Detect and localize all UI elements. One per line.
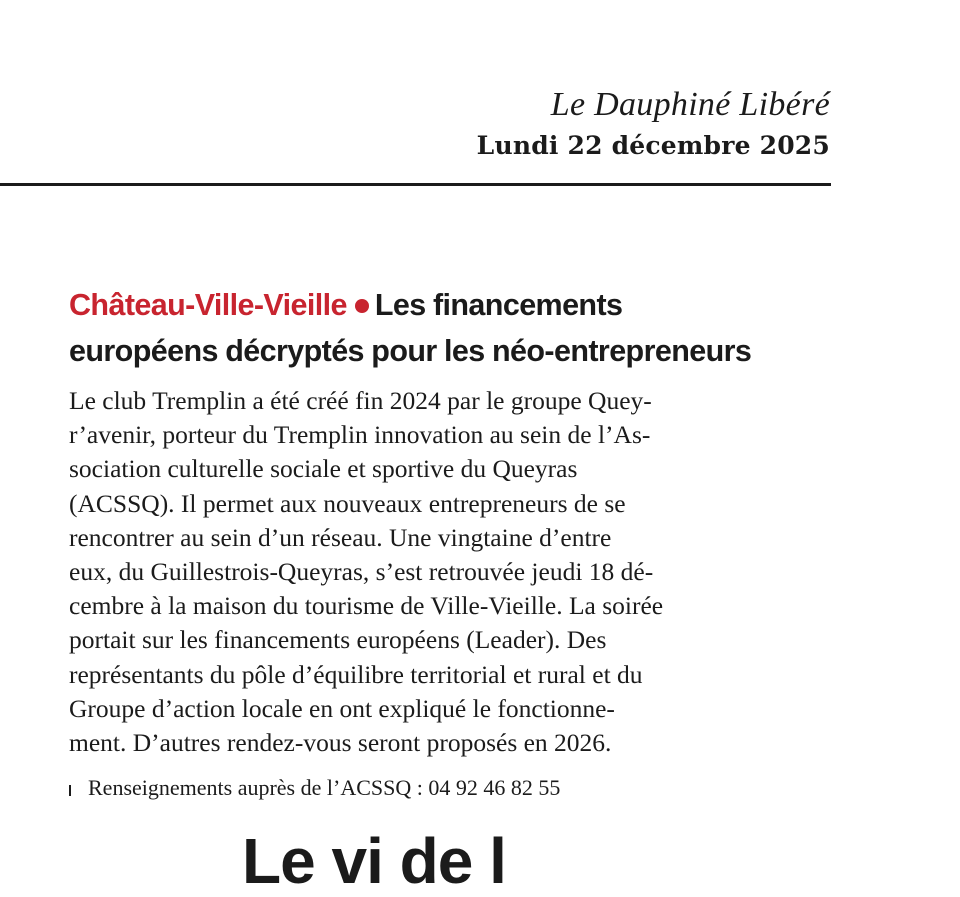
body-line: Le club Tremplin a été créé fin 2024 par le groupe Quey- <box>69 386 652 415</box>
headline-text-line2: européens décryptés pour les néo-entrepreneurs <box>69 334 752 368</box>
article-location: Château-Ville-Vieille <box>69 288 347 322</box>
header-divider <box>0 183 831 186</box>
body-line: ment. D’autres rendez-vous seront proposés en 2026. <box>69 728 612 758</box>
article-body <box>69 384 839 760</box>
headline-text-line1: Les financements <box>374 288 623 322</box>
body-line: eux, du Guillestrois-Queyras, s’est retrouvée jeudi 18 dé- <box>69 557 654 587</box>
masthead <box>477 84 830 166</box>
body-line: (ACSSQ). Il permet aux nouveaux entrepreneurs de se <box>69 488 626 518</box>
body-line: r’avenir, porteur du Tremplin innovation au sein de l’As- <box>69 420 651 450</box>
body-line: sociation culturelle sociale et sportive du Queyras <box>69 454 578 484</box>
bullet-dot-icon <box>355 299 369 313</box>
next-article-title: Le vi de l <box>242 825 506 897</box>
body-line: cembre à la maison du tourisme de Ville-Vieille. La soirée <box>69 591 664 621</box>
body-line: portait sur les financements européens (Leader). Des <box>69 625 607 655</box>
contact-info-text: Renseignements auprès de l’ACSSQ : 04 92 46 82 55 <box>88 775 561 800</box>
article-headline <box>69 282 839 374</box>
info-marker-icon <box>69 785 71 796</box>
body-line: représentants du pôle d’équilibre territorial et rural et du <box>69 659 643 689</box>
article <box>69 282 839 760</box>
publication-date: Lundi 22 décembre 2025 <box>476 131 830 160</box>
contact-info <box>69 773 560 803</box>
publication-name: Le Dauphiné Libéré <box>550 86 830 123</box>
body-line: Groupe d’action locale en ont expliqué le fonctionne- <box>69 693 615 723</box>
body-line: rencontrer au sein d’un réseau. Une vingtaine d’entre <box>69 522 612 552</box>
